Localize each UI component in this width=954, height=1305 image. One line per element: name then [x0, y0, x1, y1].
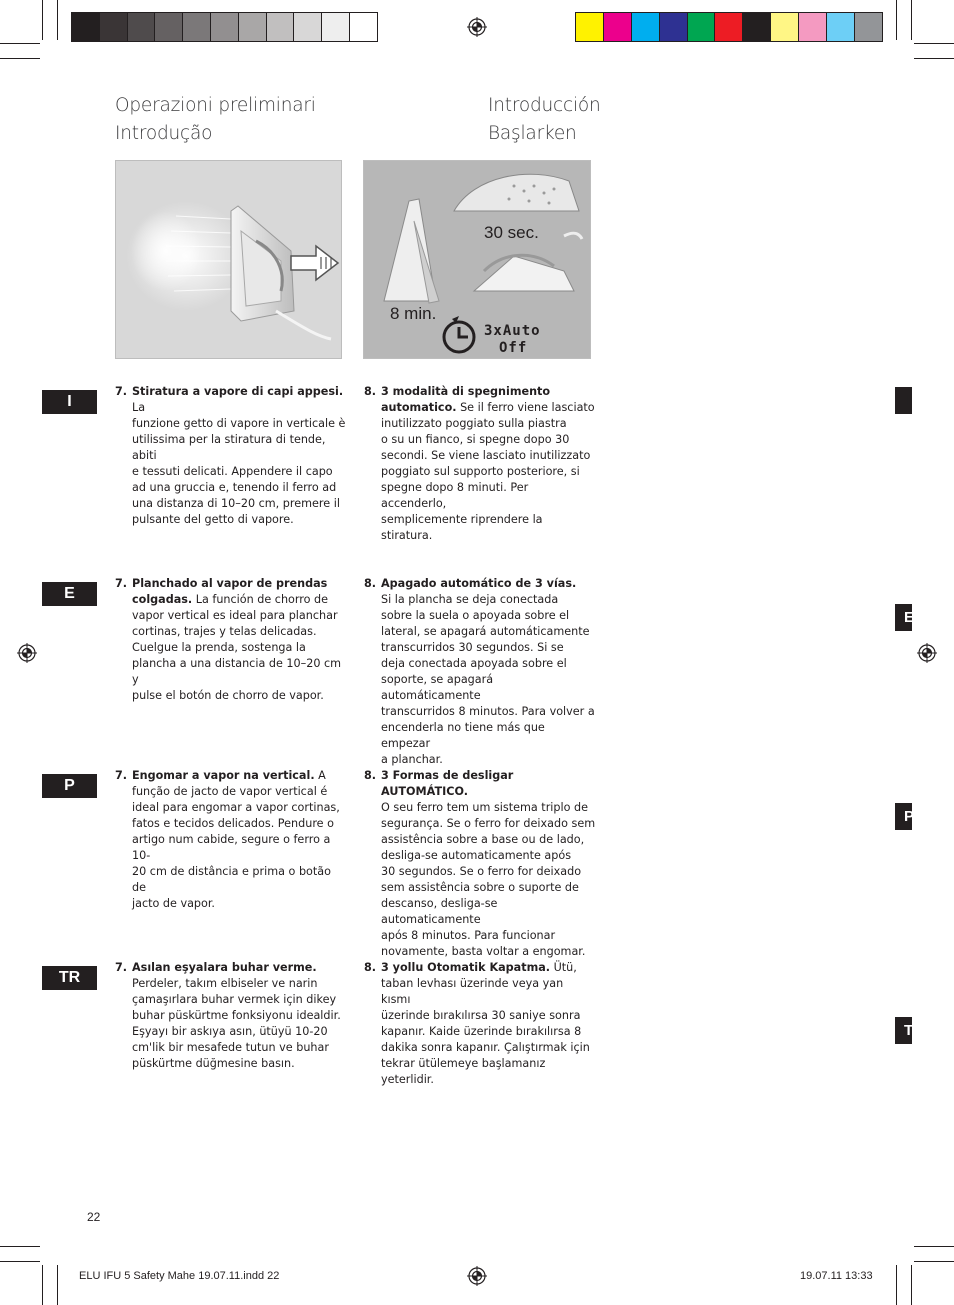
edge-tab-italian: I	[895, 387, 912, 414]
crop-mark	[896, 0, 897, 40]
item-text: tekrar ütülemeye başlamanız yeterlidir.	[381, 1057, 546, 1086]
crop-mark	[57, 1265, 58, 1305]
item-text: encenderla no tiene más que empezar	[381, 721, 545, 750]
item-number: 7.	[115, 769, 128, 782]
item-text: o su un fianco, si spegne dopo 30	[381, 433, 570, 446]
color-swatch	[155, 13, 183, 41]
color-swatch	[632, 13, 660, 41]
item-text: funzione getto di vapore in verticale è	[132, 417, 346, 430]
instruction-item-7-spanish	[115, 576, 347, 702]
auto-off-line2: Off	[499, 340, 528, 356]
item-text: novamente, basta voltar a engomar.	[381, 945, 586, 958]
item-text: utilissima per la stiratura di tende, abiti	[132, 433, 326, 462]
item-text: após 8 minutos. Para funcionar	[381, 929, 556, 942]
item-text: sem assistência sobre o suporte de	[381, 881, 579, 894]
color-swatch	[576, 13, 604, 41]
item-text: La función de chorro de	[195, 593, 329, 606]
crop-mark	[42, 1265, 43, 1305]
section-title-italian: Operazioni preliminari	[115, 95, 316, 116]
item-text: secondi. Se viene lasciato inutilizzato	[381, 449, 591, 462]
item-text: 30 segundos. Se o ferro for deixado	[381, 865, 582, 878]
item-heading: colgadas.	[132, 593, 193, 606]
item-text: Cuelgue la prenda, sostenga la	[132, 641, 306, 654]
item-text: Perdeler, takım elbiseler ve narin	[132, 977, 318, 990]
color-swatch	[771, 13, 799, 41]
color-swatch	[100, 13, 128, 41]
item-text: deja conectada apoyada sobre el	[381, 657, 567, 670]
item-text: plancha a una distancia de 10–20 cm y	[132, 657, 342, 686]
timer-8-label: 8 min.	[390, 304, 437, 323]
color-swatch	[350, 13, 377, 41]
color-swatch	[660, 13, 688, 41]
item-text: 20 cm de distância e prima o botão de	[132, 865, 331, 894]
crop-mark	[0, 58, 40, 59]
item-text: fatos e tecidos delicados. Pendure o	[132, 817, 334, 830]
language-tab-italian: I	[42, 390, 97, 414]
item-text: transcurridos 30 segundos. Si se	[381, 641, 564, 654]
footer-date-time: 19.07.11 13:33	[800, 1270, 873, 1282]
item-heading: Asılan eşyalara buhar verme.	[132, 961, 317, 974]
language-tab-turkish: TR	[42, 966, 97, 990]
item-number: 8.	[364, 577, 377, 590]
item-heading: 3 yollu Otomatik Kapatma.	[381, 961, 551, 974]
footer-file-name: ELU IFU 5 Safety Mahe 19.07.11.indd 22	[79, 1270, 280, 1282]
item-text: desliga-se automaticamente após	[381, 849, 572, 862]
crop-mark	[0, 1261, 40, 1262]
color-swatch	[267, 13, 295, 41]
item-text: ad una gruccia e, tenendo il ferro ad	[132, 481, 337, 494]
item-text: A	[318, 769, 326, 782]
item-heading: 3 Formas de desligar AUTOMÁTICO.	[381, 769, 514, 798]
color-swatch	[183, 13, 211, 41]
edge-tab-spanish: E	[895, 604, 912, 631]
color-swatch	[294, 13, 322, 41]
instruction-item-8-italian	[364, 384, 596, 542]
item-number: 7.	[115, 577, 128, 590]
section-title-spanish: Introducción	[488, 95, 601, 116]
item-text: inutilizzato poggiato sulla piastra	[381, 417, 567, 430]
crop-mark	[914, 1246, 954, 1247]
item-text: assistência sobre a base ou de lado,	[381, 833, 585, 846]
item-text: dakika sonra kapanır. Çalıştırmak için	[381, 1041, 590, 1054]
instruction-item-8-spanish	[364, 576, 596, 766]
crop-mark	[911, 0, 912, 40]
item-text: Si la plancha se deja conectada	[381, 593, 559, 606]
item-text: püskürtme düğmesine basın.	[132, 1057, 295, 1070]
item-text: cm'lik bir mesafede tutun ve buhar	[132, 1041, 329, 1054]
crop-mark	[914, 1261, 954, 1262]
item-text: poggiato sul supporto posteriore, si	[381, 465, 580, 478]
color-swatch	[72, 13, 100, 41]
color-swatch	[855, 13, 882, 41]
language-tab-portuguese: P	[42, 774, 97, 798]
registration-mark-icon	[467, 17, 487, 37]
crop-mark	[42, 0, 43, 40]
color-swatch	[211, 13, 239, 41]
grayscale-color-bar	[71, 12, 378, 42]
auto-off-line1: 3xAuto	[484, 323, 541, 339]
item-text: semplicemente riprendere la stiratura.	[381, 513, 543, 542]
item-text: üzerinde bırakılırsa 30 saniye sonra	[381, 1009, 581, 1022]
item-text: lateral, se apagará automáticamente	[381, 625, 590, 638]
color-swatch	[322, 13, 350, 41]
instruction-item-8-turkish	[364, 960, 596, 1086]
item-heading: Planchado al vapor de prendas	[132, 577, 328, 590]
registration-mark-icon	[467, 1266, 487, 1286]
item-text: çamaşırlara buhar vermek için dikey	[132, 993, 337, 1006]
instruction-item-7-portuguese	[115, 768, 347, 910]
registration-mark-icon	[17, 643, 37, 663]
vertical-steam-illustration	[115, 160, 342, 359]
edge-tab-portuguese: P	[895, 803, 912, 830]
item-text: a planchar.	[381, 753, 443, 766]
item-text: ideal para engomar a vapor cortinas,	[132, 801, 340, 814]
item-text: soporte, se apagará automáticamente	[381, 673, 494, 702]
crop-mark	[0, 1246, 40, 1247]
item-text: Se il ferro viene lasciato	[460, 401, 595, 414]
timer-30-label: 30 sec.	[484, 223, 539, 242]
item-heading: Stiratura a vapore di capi appesi.	[132, 385, 344, 398]
item-text: La	[132, 401, 146, 414]
steam-iron-icon	[116, 161, 341, 358]
item-text: vapor vertical es ideal para planchar	[132, 609, 338, 622]
item-text: segurança. Se o ferro for deixado sem	[381, 817, 596, 830]
item-text: O seu ferro tem um sistema triplo de	[381, 801, 589, 814]
item-text: jacto de vapor.	[132, 897, 215, 910]
item-text: Ütü,	[553, 961, 577, 974]
process-color-bar	[575, 12, 883, 42]
item-text: pulse el botón de chorro de vapor.	[132, 689, 324, 702]
item-text: spegne dopo 8 minuti. Per accenderlo,	[381, 481, 529, 510]
instruction-item-7-italian	[115, 384, 347, 526]
item-text: função de jacto de vapor vertical é	[132, 785, 328, 798]
crop-mark	[0, 43, 40, 44]
item-heading: Engomar a vapor na vertical.	[132, 769, 315, 782]
item-heading: automatico.	[381, 401, 457, 414]
item-text: descanso, desliga-se automaticamente	[381, 897, 498, 926]
color-swatch	[128, 13, 156, 41]
item-text: pulsante del getto di vapore.	[132, 513, 294, 526]
item-number: 7.	[115, 385, 128, 398]
item-number: 8.	[364, 385, 377, 398]
crop-mark	[911, 1265, 912, 1305]
item-text: kapanır. Kaide üzerinde bırakılırsa 8	[381, 1025, 582, 1038]
color-swatch	[604, 13, 632, 41]
crop-mark	[914, 58, 954, 59]
item-text: transcurridos 8 minutos. Para volver a	[381, 705, 595, 718]
item-text: artigo num cabide, segure o ferro a 10-	[132, 833, 331, 862]
instruction-item-8-portuguese	[364, 768, 596, 958]
color-swatch	[799, 13, 827, 41]
crop-mark	[896, 1265, 897, 1305]
auto-off-illustration	[363, 160, 591, 359]
item-text: cortinas, trajes y telas delicadas.	[132, 625, 317, 638]
item-text: sobre la suela o apoyada sobre el	[381, 609, 570, 622]
item-heading: Apagado automático de 3 vías.	[381, 577, 577, 590]
section-title-turkish: Başlarken	[488, 123, 577, 144]
registration-mark-icon	[917, 643, 937, 663]
instruction-item-7-turkish	[115, 960, 347, 1080]
item-text: Eşyayı bir askıya asın, ütüyü 10-20	[132, 1025, 328, 1038]
section-title-portuguese: Introdução	[115, 123, 213, 144]
item-number: 8.	[364, 769, 377, 782]
crop-mark	[914, 43, 954, 44]
color-swatch	[239, 13, 267, 41]
crop-mark	[57, 0, 58, 40]
item-text: e tessuti delicati. Appendere il capo	[132, 465, 333, 478]
item-heading: 3 modalità di spegnimento	[381, 385, 551, 398]
edge-tab-turkish: T	[895, 1017, 912, 1044]
color-swatch	[715, 13, 743, 41]
color-swatch	[743, 13, 771, 41]
item-number: 7.	[115, 961, 128, 974]
iron-positions-icon	[364, 161, 590, 358]
item-number: 8.	[364, 961, 377, 974]
item-text: una distanza di 10–20 cm, premere il	[132, 497, 340, 510]
language-tab-spanish: E	[42, 582, 97, 606]
color-swatch	[827, 13, 855, 41]
color-swatch	[688, 13, 716, 41]
item-text: buhar püskürtme fonksiyonu idealdir.	[132, 1009, 341, 1022]
item-text: taban levhası üzerinde veya yan kısmı	[381, 977, 564, 1006]
page-number: 22	[87, 1210, 101, 1224]
